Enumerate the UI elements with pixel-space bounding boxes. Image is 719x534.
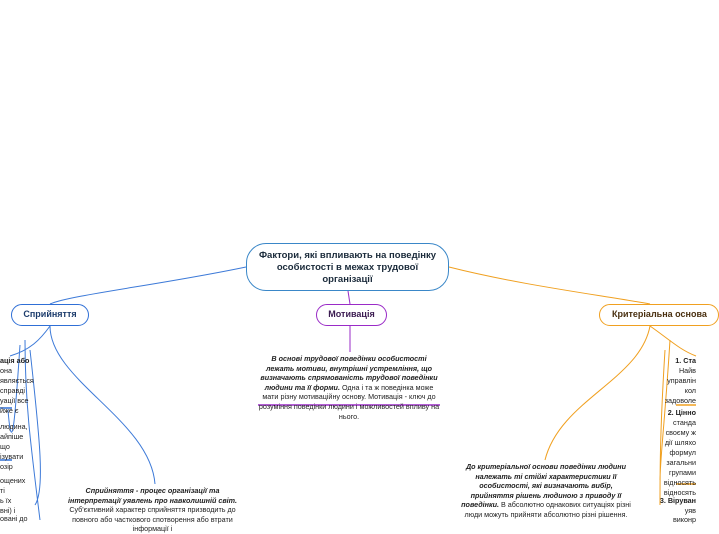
link-central-perception bbox=[50, 267, 246, 304]
criteria-subitem-text: виконр bbox=[672, 515, 696, 524]
criteria-subitem-text: задоволе bbox=[664, 396, 696, 405]
criteria-subitem-text: відносять bbox=[663, 478, 696, 487]
central-topic-title: Фактори, які впливають на поведінку особистості в межах трудової організації bbox=[258, 250, 437, 285]
perception-subitem-text: ощених bbox=[0, 476, 26, 485]
link-criteria-note bbox=[545, 326, 650, 460]
perception-subitem-text: що bbox=[0, 442, 10, 451]
branch-motivation-label: Мотивація bbox=[328, 309, 375, 319]
criteria-subitem-text: формул bbox=[669, 448, 696, 457]
perception-subitem-text: она bbox=[0, 366, 12, 375]
central-topic[interactable] bbox=[246, 243, 449, 291]
criteria-subitem-text: групами bbox=[669, 468, 696, 477]
perception-subitem-text: ті bbox=[0, 486, 5, 495]
motivation-note bbox=[258, 354, 440, 421]
perception-subitem-text: справді bbox=[0, 386, 26, 395]
perception-subitem-text: вні) і bbox=[0, 506, 16, 515]
perception-note-body: Суб'єктивний характер сприйняття призводить до повного або часткового спотворення або втрати інформації і bbox=[69, 505, 236, 534]
criteria-subitem-text: 2. Цінно bbox=[667, 408, 696, 417]
branch-perception[interactable] bbox=[11, 304, 89, 326]
link-perception-note bbox=[50, 326, 155, 484]
link-central-criteria bbox=[449, 267, 650, 304]
perception-subitem-text: йже є bbox=[0, 406, 19, 415]
perception-subitem-text: ь їх bbox=[0, 496, 12, 505]
perception-subitem-text: овані до bbox=[0, 514, 28, 523]
criteria-subitem-text: станда bbox=[673, 418, 696, 427]
criteria-note-lead: До критеріальної основи поведінки людини належать ті стійкі характеристики її особистості, які визначають вибір, прийняття рішень людиною з приводу її поведінки. bbox=[461, 462, 627, 510]
motivation-note-lead: В основі трудової поведінки особистості лежать мотиви, внутрішні устремління, що визначають спрямованість трудової поведінки людини та її форми. bbox=[260, 354, 438, 392]
criteria-subitem-text: загальни bbox=[666, 458, 696, 467]
criteria-note bbox=[458, 462, 634, 520]
perception-subitem-text: айпіше bbox=[0, 432, 24, 441]
perception-note bbox=[60, 486, 245, 534]
branch-criteria-label: Критеріальна основа bbox=[612, 309, 707, 319]
branch-motivation[interactable] bbox=[316, 304, 387, 326]
perception-subitem-text: ація або bbox=[0, 356, 30, 365]
criteria-subitem-text: уяв bbox=[684, 506, 696, 515]
perception-subitem-text: являється bbox=[0, 376, 34, 385]
motivation-note-body: Одна і та ж поведінка може мати різну мотиваційну основу. Мотивація - ключ до розуміння поведінки людини і можливостей впливу на нього. bbox=[258, 382, 440, 421]
criteria-subitem-text: відносять bbox=[663, 488, 696, 497]
criteria-subitem-text: 1. Ста bbox=[675, 356, 696, 365]
branch-perception-label: Сприйняття bbox=[23, 309, 77, 319]
criteria-note-body: В абсолютно однакових ситуаціях різні люди можуть прийняти абсолютно різні рішення. bbox=[464, 500, 631, 519]
criteria-subitem-text: 3. Віруван bbox=[659, 496, 696, 505]
branch-criteria[interactable] bbox=[599, 304, 719, 326]
perception-note-lead: Сприйняття - процес організації та інтерпретації уявлень про навколишній світ. bbox=[68, 486, 237, 505]
perception-subitem-text: уації все bbox=[0, 396, 29, 405]
perception-subitem-text: ізувати bbox=[0, 452, 24, 461]
criteria-subitem-text: управлін bbox=[667, 376, 696, 385]
criteria-subitem-text: кол bbox=[684, 386, 696, 395]
criteria-subitem-text: своєму ж bbox=[665, 428, 696, 437]
criteria-subitem-text: дії шляхо bbox=[664, 438, 696, 447]
criteria-subitem-text: Найв bbox=[678, 366, 696, 375]
link-central-motivation bbox=[348, 291, 350, 304]
perception-subitem-text: озір bbox=[0, 462, 13, 471]
perception-subitem-text: людина, bbox=[0, 422, 28, 431]
